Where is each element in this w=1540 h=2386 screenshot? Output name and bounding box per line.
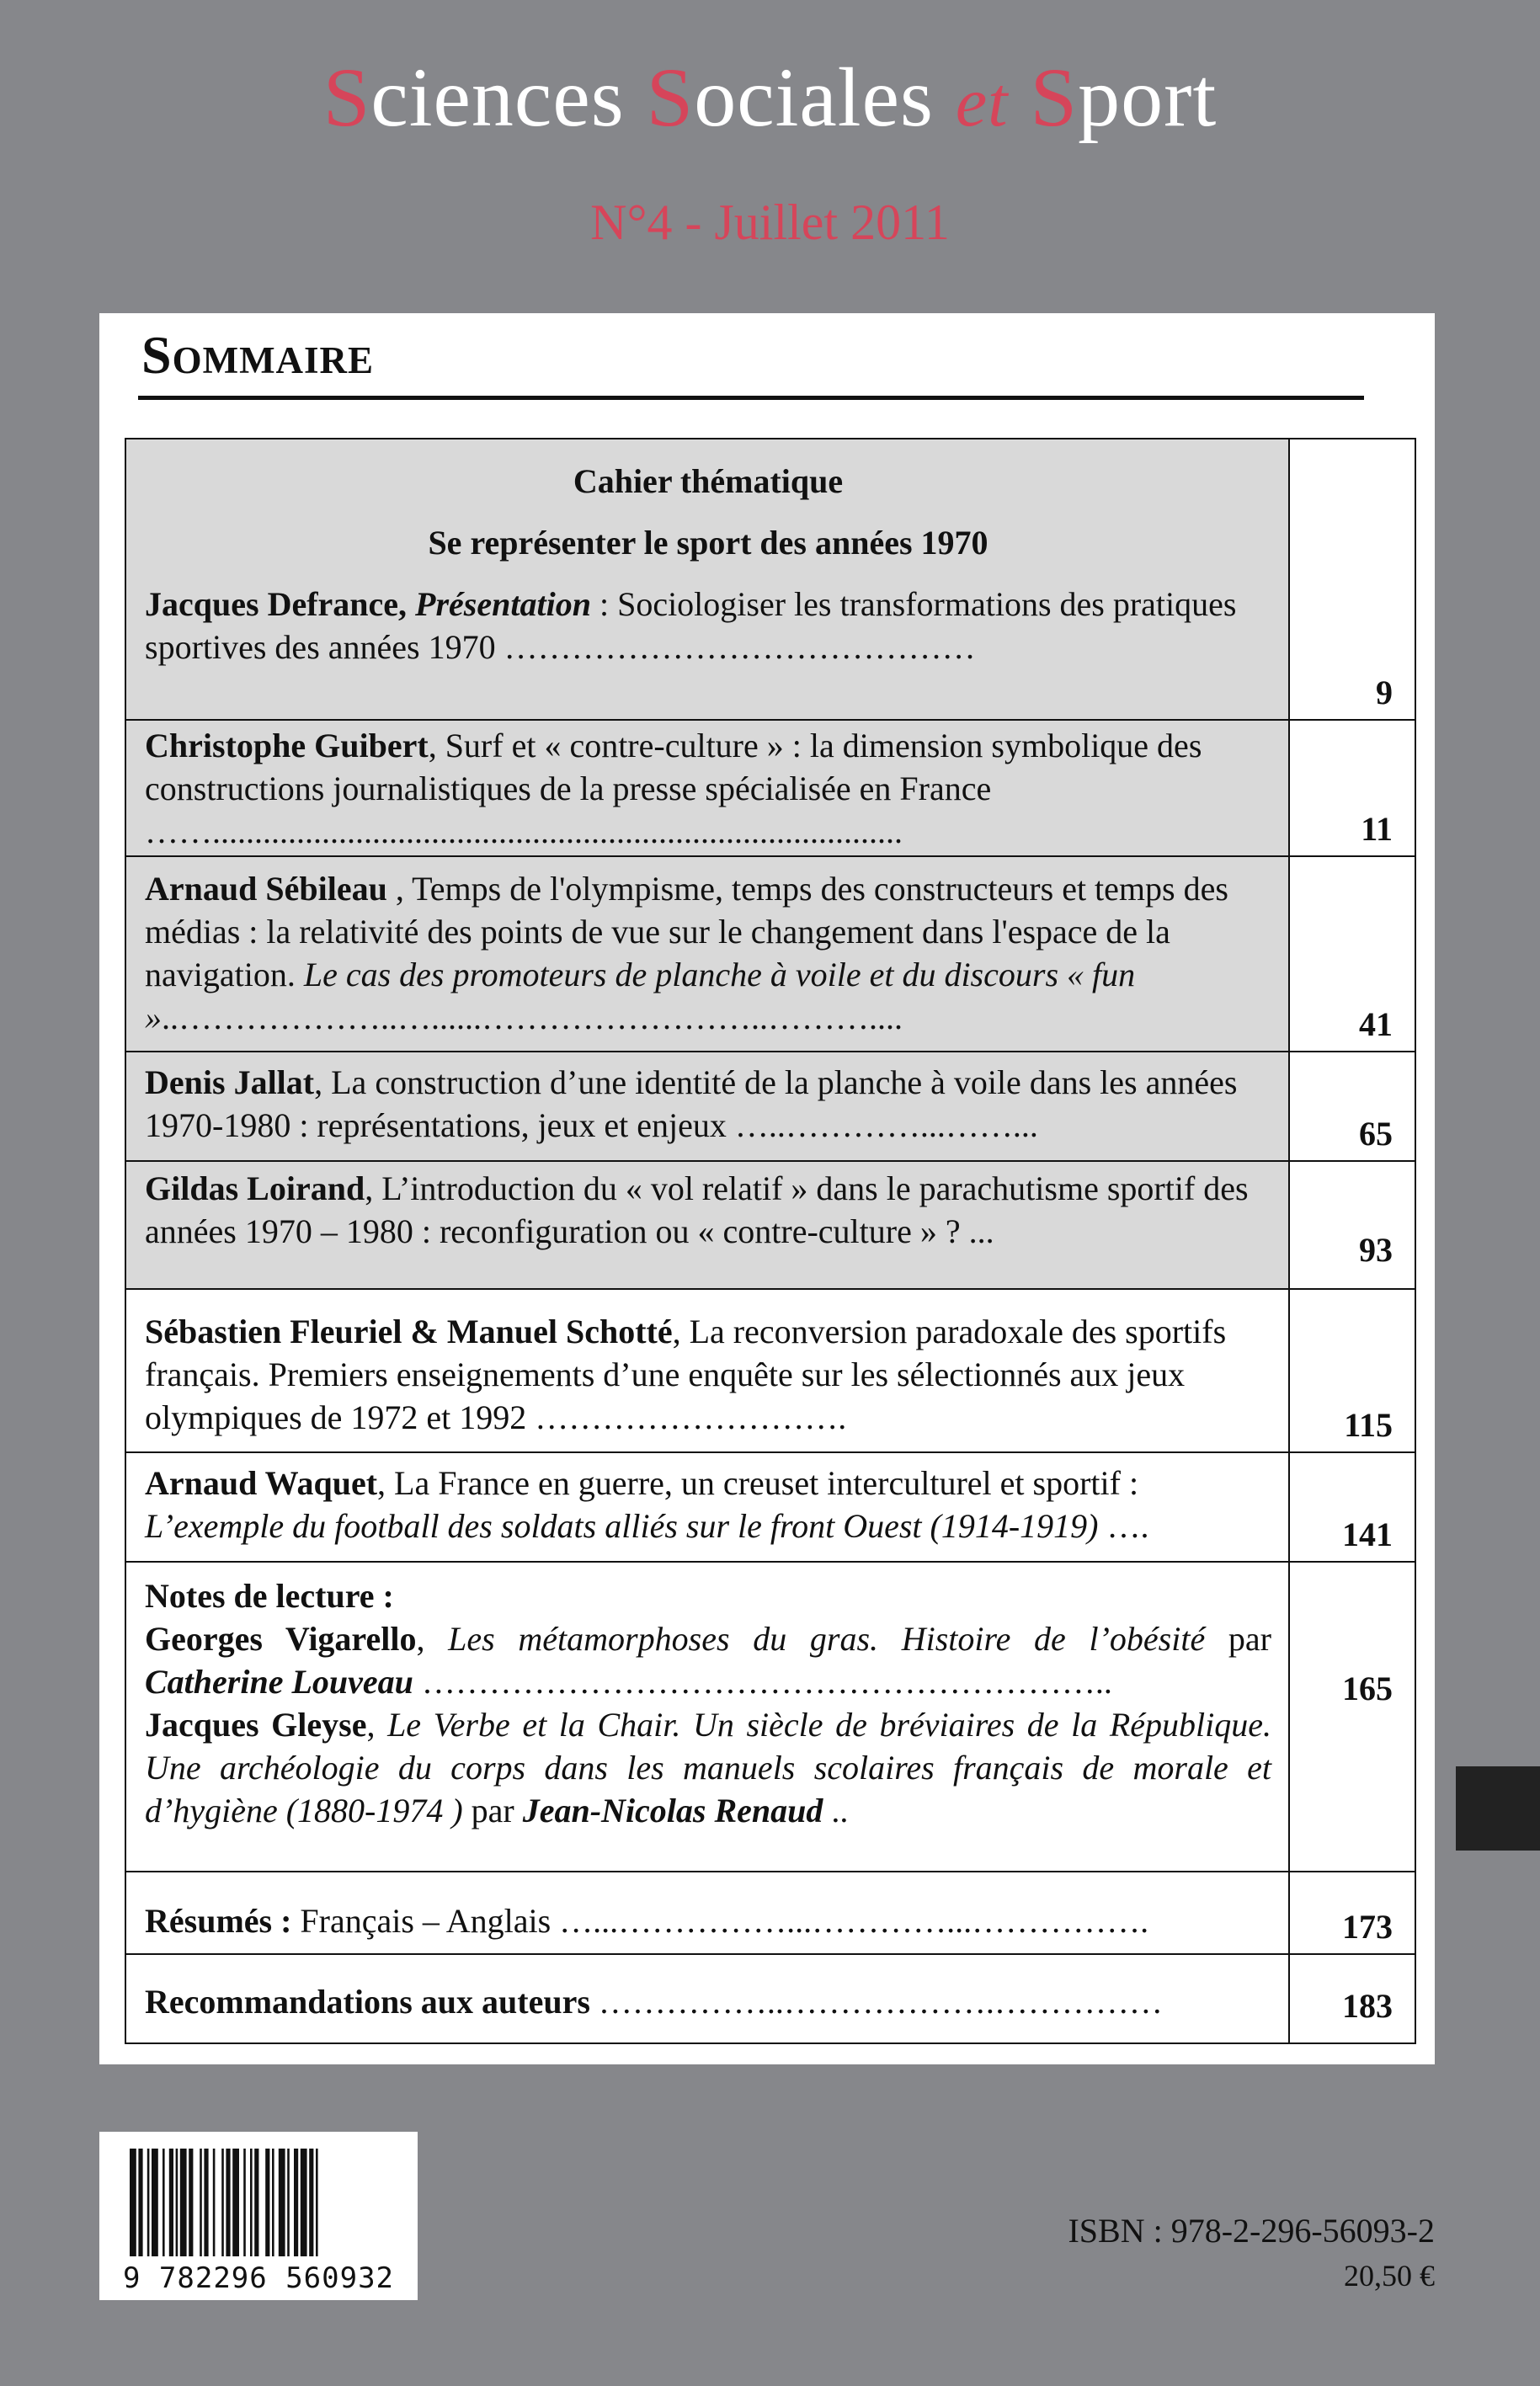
- toc-row: [126, 857, 1415, 1052]
- page-number: 141: [1288, 1453, 1415, 1561]
- note1-author: Georges Vigarello: [145, 1620, 417, 1658]
- contents-table: [125, 438, 1416, 2044]
- resumes-label: Résumés :: [145, 1902, 292, 1940]
- barcode-bar: [287, 2149, 290, 2256]
- page-number: 173: [1288, 1872, 1415, 1953]
- barcode-bar: [272, 2149, 274, 2256]
- entry-author: Arnaud Waquet: [145, 1464, 378, 1502]
- recommandations-label: Recommandations aux auteurs: [145, 1983, 590, 2021]
- barcode-bar: [200, 2149, 202, 2256]
- entry-text: [145, 724, 1271, 853]
- page-number: 11: [1288, 721, 1415, 855]
- theme-title: Se représenter le sport des années 1970: [428, 524, 988, 562]
- entry-text: [145, 1980, 1271, 2023]
- price: 20,50 €: [1344, 2259, 1435, 2293]
- entry-author: Denis Jallat: [145, 1063, 315, 1101]
- barcode-bar: [169, 2149, 173, 2256]
- edge-tab: [1456, 1766, 1540, 1851]
- title-word: ciences: [370, 51, 647, 144]
- entry-text: [145, 1462, 1271, 1547]
- journal-title: [0, 49, 1540, 146]
- entry-text: [145, 583, 1271, 668]
- page-number: 115: [1288, 1290, 1415, 1451]
- entry-leader: ….: [1098, 1507, 1149, 1545]
- entry-text: [145, 867, 1271, 1039]
- entry-author: Arnaud Sébileau: [145, 870, 387, 908]
- entry-title: , Temps de l'olympisme, temps des constructeurs et temps des médias : la relativité des points de vue sur le changement dans l'espace de la navigation.: [145, 870, 1228, 993]
- barcode-bar: [180, 2149, 187, 2256]
- heading-rule: [138, 396, 1364, 400]
- toc-entry: [126, 1955, 1288, 2042]
- barcode-bar: [204, 2149, 208, 2256]
- entry-title-italic: Le cas des promoteurs de planche à voile et du discours « fun »: [145, 956, 1136, 1036]
- page-number: 93: [1288, 1162, 1415, 1288]
- toc-entry: [126, 857, 1288, 1051]
- barcode-bars: [109, 2149, 408, 2258]
- theme-label: Cahier thématique: [573, 462, 844, 500]
- entry-author: Gildas Loirand: [145, 1169, 365, 1207]
- page-number: 41: [1288, 857, 1415, 1051]
- title-cap-s: S: [1030, 51, 1079, 144]
- barcode-bar: [189, 2149, 193, 2256]
- toc-entry: [126, 721, 1288, 855]
- toc-entry: [126, 1052, 1288, 1160]
- entry-title: , La reconversion paradoxale des sportifs français. Premiers enseignements d’une enquête sur les sélectionnés aux jeux olympiques de 1972 et 1992 ……………………….: [145, 1313, 1227, 1436]
- barcode-bar: [176, 2149, 179, 2256]
- barcode-bar: [316, 2149, 318, 2256]
- page-number: 9: [1288, 439, 1415, 719]
- entry-title-italic: Présentation: [415, 585, 591, 623]
- entry-text: [145, 1167, 1271, 1253]
- note2-title: Le Verbe et la Chair. Un siècle de bréviaires de la République. Une archéologie du corps dans les manuels scolaires français de morale et d’hygiène (1880-1974 ): [145, 1706, 1271, 1829]
- barcode-bar: [163, 2149, 165, 2256]
- page-number: 183: [1288, 1955, 1415, 2042]
- isbn: ISBN : 978-2-296-56093-2: [1068, 2212, 1435, 2250]
- title-cap-s: S: [646, 51, 695, 144]
- entry-leader: ..………………..…......……………………..………....: [162, 999, 903, 1036]
- title-et: et: [955, 63, 1009, 141]
- barcode-bar: [232, 2149, 239, 2256]
- barcode-bar: [221, 2149, 224, 2256]
- barcode-bar: [213, 2149, 216, 2256]
- barcode-bar: [294, 2149, 298, 2256]
- barcode-bar: [147, 2149, 150, 2256]
- note1-title: Les métamorphoses du gras. Histoire de l’obésité: [448, 1620, 1206, 1658]
- entry-text: [145, 1310, 1271, 1439]
- toc-row: [126, 1872, 1415, 1955]
- toc-entry: [126, 1563, 1288, 1871]
- toc-row: [126, 1162, 1415, 1290]
- note1-leader: ……………………………………………………..: [413, 1663, 1112, 1701]
- notes-text: Notes de lecture : Georges Vigarello, Les métamorphoses du gras. Histoire de l’obésité par Catherine Louveau …………………………………………………….. Jacques Gleyse, Le Verbe et la Chair. Un siècle de bréviaires de la République. Une archéologie du corps dans les manuels scolaires français de morale et d’hygiène (1880-1974 ) par Jean-Nicolas Renaud ..: [145, 1577, 1272, 1829]
- recommandations-text: ……………..……………….……………: [589, 1983, 1163, 2021]
- barcode-bar: [130, 2149, 136, 2256]
- barcode-bar: [265, 2149, 269, 2256]
- title-space: [1009, 51, 1031, 144]
- barcode-bar: [279, 2149, 285, 2256]
- toc-row: [126, 1563, 1415, 1872]
- entry-text: [145, 1061, 1271, 1147]
- sommaire-heading: Sommaire: [141, 325, 375, 385]
- barcode-bar: [301, 2149, 307, 2256]
- notes-label: Notes de lecture :: [145, 1577, 394, 1615]
- issue-number: N°4 - Juillet 2011: [590, 194, 950, 250]
- note1-by: par: [1205, 1620, 1272, 1658]
- entry-text: [145, 1899, 1271, 1942]
- toc-entry: [126, 1290, 1288, 1451]
- barcode-number: 9 782296 560932: [122, 2261, 395, 2295]
- resumes-text: Français – Anglais …...……………...…………...…………….: [291, 1902, 1149, 1940]
- toc-entry: [126, 439, 1288, 719]
- note2-author: Jacques Gleyse: [145, 1706, 367, 1744]
- toc-row: [126, 1052, 1415, 1162]
- toc-row: [126, 1290, 1415, 1453]
- toc-row: [126, 721, 1415, 857]
- barcode-bar: [243, 2149, 246, 2256]
- title-word: ociales: [694, 51, 956, 144]
- barcode: [99, 2132, 418, 2300]
- toc-entry: [126, 1872, 1288, 1953]
- note1-reviewer: Catherine Louveau: [145, 1663, 413, 1701]
- note2-by: par: [462, 1792, 523, 1829]
- toc-row: [126, 439, 1415, 721]
- toc-row: [126, 1453, 1415, 1563]
- barcode-bar: [309, 2149, 313, 2256]
- barcode-bar: [138, 2149, 142, 2256]
- entry-title: : Sociologiser les transformations des pratiques sportives des années 1970 ……………………………………: [145, 585, 1237, 666]
- entry-author: Sébastien Fleuriel & Manuel Schotté: [145, 1313, 673, 1350]
- entry-title: , La construction d’une identité de la planche à voile dans les années 1970-1980 : représentations, jeux et enjeux …..…………...……...: [145, 1063, 1238, 1144]
- entry-title-italic: L’exemple du football des soldats alliés sur le front Ouest (1914-1919): [145, 1507, 1099, 1545]
- entry-title: , La France en guerre, un creuset interculturel et sportif :: [377, 1464, 1139, 1502]
- page-number: 65: [1288, 1052, 1415, 1160]
- barcode-bar: [152, 2149, 158, 2256]
- entry-title: , Surf et « contre-culture » : la dimension symbolique des constructions journalistiques de la presse spécialisée en France ……..................................................................................: [145, 727, 1202, 850]
- page-number: 165: [1288, 1563, 1415, 1871]
- title-word: port: [1078, 51, 1218, 144]
- barcode-bar: [250, 2149, 253, 2256]
- title-cap-s: S: [322, 51, 371, 144]
- entry-title: , L’introduction du « vol relatif » dans le parachutisme sportif des années 1970 – 1980 : reconfiguration ou « contre-culture » ? ...: [145, 1169, 1249, 1250]
- toc-entry: [126, 1453, 1288, 1561]
- note2-reviewer: Jean-Nicolas Renaud: [522, 1792, 823, 1829]
- toc-row: [126, 1955, 1415, 2042]
- barcode-bar: [226, 2149, 230, 2256]
- note2-leader: ..: [823, 1792, 849, 1829]
- barcode-bar: [254, 2149, 258, 2256]
- entry-author: Christophe Guibert: [145, 727, 429, 764]
- toc-entry: [126, 1162, 1288, 1288]
- entry-author: Jacques Defrance,: [145, 585, 408, 623]
